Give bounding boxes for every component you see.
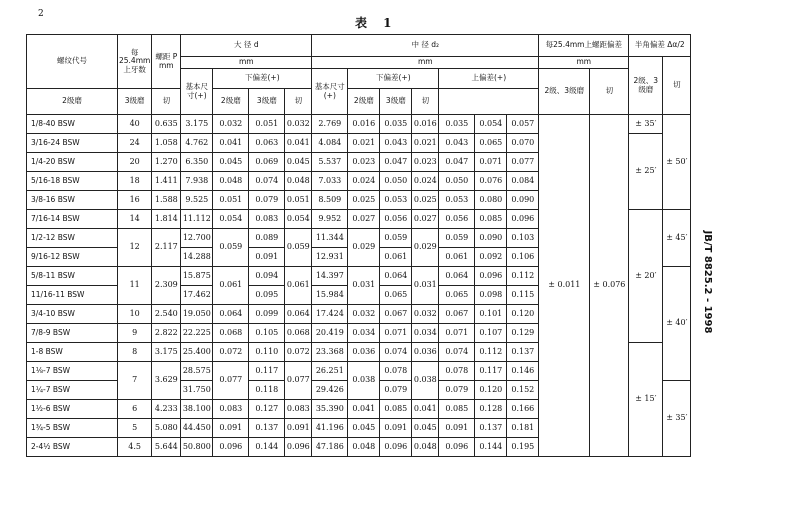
half-angle-cut: ± 35′: [663, 381, 691, 457]
thread-code: 1½-6 BSW: [27, 400, 118, 419]
pitch-upper-grade3: 0.085: [475, 210, 507, 229]
pitch-lower-cut: 0.036: [412, 343, 439, 362]
major-lower-cut: 0.083: [285, 400, 312, 419]
pitch-lower-grade3: 0.085: [380, 400, 412, 419]
standard-code: JB/T 8825.2 - 1998: [702, 230, 713, 334]
pitch-lower-cut: 0.023: [412, 153, 439, 172]
teeth-per-inch: 14: [118, 210, 152, 229]
major-lower-grade3: 0.117: [249, 362, 285, 381]
pitch-lower-grade3: 0.059: [380, 229, 412, 248]
pitch-lower-grade2: 0.025: [348, 191, 380, 210]
pitch-lower-grade3: 0.053: [380, 191, 412, 210]
thread-code: 1¼-7 BSW: [27, 381, 118, 400]
pitch-lower-grade3: 0.079: [380, 381, 412, 400]
thread-code: 7/8-9 BSW: [27, 324, 118, 343]
major-lower-cut: 0.041: [285, 134, 312, 153]
major-lower-cut: 0.059: [285, 229, 312, 267]
pitch-upper-grade2: 0.074: [439, 343, 475, 362]
major-lower-grade3: 0.074: [249, 172, 285, 191]
header-pitch-deviation: 每25.4mm上螺距偏差: [539, 35, 629, 57]
major-lower-grade2: 0.048: [213, 172, 249, 191]
header-thread-code: 螺纹代号: [27, 35, 118, 89]
pitch-upper-cut: 0.120: [507, 305, 539, 324]
pitch-lower-grade2: 0.024: [348, 172, 380, 191]
header-grade3: 3级磨: [249, 89, 285, 115]
header-grade2: 2级磨: [27, 89, 118, 115]
teeth-per-inch: 4.5: [118, 438, 152, 457]
pitch-upper-grade2: 0.079: [439, 381, 475, 400]
major-diameter-basic: 12.700: [181, 229, 213, 248]
pitch-lower-cut: 0.045: [412, 419, 439, 438]
teeth-per-inch: 10: [118, 305, 152, 324]
major-diameter-basic: 17.462: [181, 286, 213, 305]
major-diameter-basic: 9.525: [181, 191, 213, 210]
pitch-upper-cut: 0.195: [507, 438, 539, 457]
pitch-upper-cut: 0.106: [507, 248, 539, 267]
major-lower-grade3: 0.094: [249, 267, 285, 286]
thread-code: 1/2-12 BSW: [27, 229, 118, 248]
pitch-upper-grade2: 0.071: [439, 324, 475, 343]
pitch-upper-grade2: 0.059: [439, 229, 475, 248]
pitch-lower-grade3: 0.035: [380, 115, 412, 134]
major-diameter-basic: 19.050: [181, 305, 213, 324]
teeth-per-inch: 16: [118, 191, 152, 210]
pitch-lower-cut: 0.016: [412, 115, 439, 134]
header-basic-size: 基本尺寸(+): [181, 69, 213, 115]
pitch-upper-grade3: 0.137: [475, 419, 507, 438]
major-lower-grade3: 0.091: [249, 248, 285, 267]
pitch-lower-grade3: 0.061: [380, 248, 412, 267]
pitch-lower-cut: 0.041: [412, 400, 439, 419]
pitch-upper-cut: 0.115: [507, 286, 539, 305]
thread-code: 11/16-11 BSW: [27, 286, 118, 305]
teeth-per-inch: 12: [118, 229, 152, 267]
major-lower-grade3: 0.051: [249, 115, 285, 134]
pitch-upper-grade2: 0.056: [439, 210, 475, 229]
pitch-lower-grade2: 0.031: [348, 267, 380, 305]
header-grade23: 2级、3级磨: [629, 57, 663, 115]
pitch-upper-grade3: 0.098: [475, 286, 507, 305]
header-major-diameter: 大 径 d: [181, 35, 312, 57]
major-diameter-basic: 38.100: [181, 400, 213, 419]
pitch-diameter-basic: 35.390: [312, 400, 348, 419]
major-lower-grade2: 0.045: [213, 153, 249, 172]
pitch-lower-cut: 0.025: [412, 191, 439, 210]
pitch-lower-grade2: 0.038: [348, 362, 380, 400]
major-diameter-basic: 25.400: [181, 343, 213, 362]
pitch-lower-grade2: 0.034: [348, 324, 380, 343]
pitch-lower-grade3: 0.064: [380, 267, 412, 286]
major-lower-grade3: 0.118: [249, 381, 285, 400]
teeth-per-inch: 7: [118, 362, 152, 400]
header-cut: 切: [152, 89, 181, 115]
pitch-value: 3.175: [152, 343, 181, 362]
teeth-per-inch: 11: [118, 267, 152, 305]
major-diameter-basic: 22.225: [181, 324, 213, 343]
pitch-value: 1.058: [152, 134, 181, 153]
pitch-lower-grade3: 0.050: [380, 172, 412, 191]
header-basic-size: 基本尺寸(+): [312, 69, 348, 115]
pitch-value: 2.540: [152, 305, 181, 324]
major-lower-grade2: 0.061: [213, 267, 249, 305]
pitch-upper-cut: 0.057: [507, 115, 539, 134]
pitch-lower-cut: 0.021: [412, 134, 439, 153]
pitch-deviation-grade23: ± 0.011: [539, 115, 590, 457]
pitch-lower-grade2: 0.045: [348, 419, 380, 438]
pitch-value: 1.588: [152, 191, 181, 210]
major-lower-grade2: 0.054: [213, 210, 249, 229]
pitch-upper-cut: 0.129: [507, 324, 539, 343]
pitch-lower-cut: 0.038: [412, 362, 439, 400]
pitch-lower-grade2: 0.041: [348, 400, 380, 419]
teeth-per-inch: 24: [118, 134, 152, 153]
pitch-lower-grade2: 0.048: [348, 438, 380, 457]
major-lower-cut: 0.051: [285, 191, 312, 210]
pitch-upper-cut: 0.112: [507, 267, 539, 286]
pitch-lower-grade3: 0.067: [380, 305, 412, 324]
header-upper-deviation: 上偏差(+): [439, 69, 539, 89]
pitch-upper-grade2: 0.078: [439, 362, 475, 381]
pitch-value: 3.629: [152, 362, 181, 400]
page-number: 2: [38, 9, 44, 19]
pitch-diameter-basic: 2.769: [312, 115, 348, 134]
header-half-angle: 半角偏差 Δα/2: [629, 35, 691, 57]
pitch-upper-grade2: 0.053: [439, 191, 475, 210]
thread-code: 5/8-11 BSW: [27, 267, 118, 286]
major-lower-cut: 0.048: [285, 172, 312, 191]
pitch-lower-grade3: 0.056: [380, 210, 412, 229]
pitch-upper-grade2: 0.035: [439, 115, 475, 134]
thread-code: 3/16-24 BSW: [27, 134, 118, 153]
teeth-per-inch: 18: [118, 172, 152, 191]
pitch-upper-grade3: 0.144: [475, 438, 507, 457]
major-lower-grade2: 0.068: [213, 324, 249, 343]
pitch-lower-grade3: 0.091: [380, 419, 412, 438]
major-lower-grade2: 0.072: [213, 343, 249, 362]
pitch-upper-grade3: 0.076: [475, 172, 507, 191]
header-cut: 切: [590, 69, 629, 115]
pitch-value: 4.233: [152, 400, 181, 419]
thread-code: 5/16-18 BSW: [27, 172, 118, 191]
major-lower-grade2: 0.096: [213, 438, 249, 457]
pitch-diameter-basic: 11.344: [312, 229, 348, 248]
pitch-diameter-basic: 47.186: [312, 438, 348, 457]
major-lower-grade3: 0.079: [249, 191, 285, 210]
major-lower-cut: 0.054: [285, 210, 312, 229]
major-diameter-basic: 4.762: [181, 134, 213, 153]
pitch-diameter-basic: 7.033: [312, 172, 348, 191]
pitch-upper-grade3: 0.117: [475, 362, 507, 381]
major-lower-grade3: 0.089: [249, 229, 285, 248]
pitch-upper-cut: 0.084: [507, 172, 539, 191]
header-grade23: 2级、3级磨: [539, 69, 590, 115]
pitch-lower-grade2: 0.036: [348, 343, 380, 362]
thread-code: 1-8 BSW: [27, 343, 118, 362]
pitch-lower-cut: 0.048: [412, 438, 439, 457]
pitch-value: 2.822: [152, 324, 181, 343]
pitch-lower-grade3: 0.074: [380, 343, 412, 362]
pitch-upper-cut: 0.103: [507, 229, 539, 248]
pitch-value: 1.270: [152, 153, 181, 172]
pitch-upper-grade2: 0.091: [439, 419, 475, 438]
pitch-upper-grade2: 0.061: [439, 248, 475, 267]
half-angle-grade23: ± 20′: [629, 210, 663, 343]
pitch-lower-grade3: 0.078: [380, 362, 412, 381]
pitch-upper-grade2: 0.043: [439, 134, 475, 153]
pitch-diameter-basic: 12.931: [312, 248, 348, 267]
header-unit-mm: mm: [181, 57, 312, 69]
pitch-upper-grade3: 0.090: [475, 229, 507, 248]
pitch-lower-grade2: 0.029: [348, 229, 380, 267]
major-lower-grade2: 0.051: [213, 191, 249, 210]
pitch-diameter-basic: 23.368: [312, 343, 348, 362]
pitch-upper-grade2: 0.047: [439, 153, 475, 172]
pitch-value: 1.411: [152, 172, 181, 191]
pitch-lower-grade3: 0.043: [380, 134, 412, 153]
teeth-per-inch: 20: [118, 153, 152, 172]
pitch-upper-grade3: 0.092: [475, 248, 507, 267]
pitch-upper-cut: 0.166: [507, 400, 539, 419]
teeth-per-inch: 8: [118, 343, 152, 362]
pitch-upper-grade3: 0.120: [475, 381, 507, 400]
major-lower-cut: 0.064: [285, 305, 312, 324]
thread-code: 3/4-10 BSW: [27, 305, 118, 324]
major-diameter-basic: 31.750: [181, 381, 213, 400]
major-lower-cut: 0.072: [285, 343, 312, 362]
major-lower-grade3: 0.110: [249, 343, 285, 362]
thread-code: 1¾-5 BSW: [27, 419, 118, 438]
pitch-diameter-basic: 9.952: [312, 210, 348, 229]
header-grade2: 2级磨: [213, 89, 249, 115]
pitch-lower-cut: 0.034: [412, 324, 439, 343]
major-diameter-basic: 14.288: [181, 248, 213, 267]
major-lower-grade3: 0.095: [249, 286, 285, 305]
major-lower-grade3: 0.083: [249, 210, 285, 229]
header-grade2: 2级磨: [348, 89, 380, 115]
pitch-upper-grade3: 0.096: [475, 267, 507, 286]
half-angle-grade23: ± 35′: [629, 115, 663, 134]
table-title: 表 1: [355, 16, 398, 30]
pitch-upper-grade3: 0.080: [475, 191, 507, 210]
pitch-upper-grade3: 0.107: [475, 324, 507, 343]
pitch-diameter-basic: 15.984: [312, 286, 348, 305]
header-cut: 切: [285, 89, 312, 115]
major-lower-grade3: 0.063: [249, 134, 285, 153]
header-grade3: 3级磨: [118, 89, 152, 115]
thread-code: 1/8-40 BSW: [27, 115, 118, 134]
teeth-per-inch: 40: [118, 115, 152, 134]
header-unit-mm: mm: [312, 57, 539, 69]
pitch-diameter-basic: 41.196: [312, 419, 348, 438]
half-angle-grade23: ± 25′: [629, 134, 663, 210]
header-pitch: 螺距 P mm: [152, 35, 181, 89]
pitch-diameter-basic: 29.426: [312, 381, 348, 400]
major-lower-cut: 0.045: [285, 153, 312, 172]
pitch-upper-cut: 0.096: [507, 210, 539, 229]
pitch-lower-grade2: 0.021: [348, 134, 380, 153]
pitch-diameter-basic: 5.537: [312, 153, 348, 172]
pitch-upper-grade3: 0.054: [475, 115, 507, 134]
pitch-upper-cut: 0.070: [507, 134, 539, 153]
pitch-lower-grade2: 0.027: [348, 210, 380, 229]
major-lower-grade2: 0.091: [213, 419, 249, 438]
major-lower-grade2: 0.083: [213, 400, 249, 419]
pitch-upper-cut: 0.152: [507, 381, 539, 400]
pitch-diameter-basic: 17.424: [312, 305, 348, 324]
pitch-upper-grade3: 0.112: [475, 343, 507, 362]
pitch-lower-grade2: 0.016: [348, 115, 380, 134]
pitch-upper-cut: 0.090: [507, 191, 539, 210]
major-lower-cut: 0.091: [285, 419, 312, 438]
pitch-diameter-basic: 26.251: [312, 362, 348, 381]
thread-code: 3/8-16 BSW: [27, 191, 118, 210]
pitch-lower-grade2: 0.032: [348, 305, 380, 324]
major-diameter-basic: 50.800: [181, 438, 213, 457]
thread-code: 9/16-12 BSW: [27, 248, 118, 267]
half-angle-cut: ± 45′: [663, 210, 691, 267]
pitch-lower-grade2: 0.023: [348, 153, 380, 172]
major-lower-cut: 0.032: [285, 115, 312, 134]
pitch-lower-cut: 0.029: [412, 229, 439, 267]
major-lower-cut: 0.096: [285, 438, 312, 457]
pitch-lower-grade3: 0.096: [380, 438, 412, 457]
pitch-upper-cut: 0.146: [507, 362, 539, 381]
header-cut: 切: [663, 57, 691, 115]
pitch-upper-grade2: 0.096: [439, 438, 475, 457]
pitch-lower-cut: 0.024: [412, 172, 439, 191]
thread-code: 1/4-20 BSW: [27, 153, 118, 172]
pitch-upper-grade2: 0.085: [439, 400, 475, 419]
header-unit-mm: mm: [539, 57, 629, 69]
pitch-lower-grade3: 0.065: [380, 286, 412, 305]
major-lower-grade2: 0.041: [213, 134, 249, 153]
header-lower-deviation: 下偏差(+): [213, 69, 312, 89]
major-lower-grade3: 0.137: [249, 419, 285, 438]
half-angle-cut: ± 40′: [663, 267, 691, 381]
major-lower-grade3: 0.069: [249, 153, 285, 172]
pitch-lower-cut: 0.031: [412, 267, 439, 305]
major-lower-cut: 0.061: [285, 267, 312, 305]
pitch-value: 2.309: [152, 267, 181, 305]
major-diameter-basic: 44.450: [181, 419, 213, 438]
teeth-per-inch: 6: [118, 400, 152, 419]
pitch-upper-grade3: 0.101: [475, 305, 507, 324]
pitch-upper-grade3: 0.071: [475, 153, 507, 172]
pitch-diameter-basic: 20.419: [312, 324, 348, 343]
pitch-diameter-basic: 4.084: [312, 134, 348, 153]
major-lower-cut: 0.068: [285, 324, 312, 343]
major-diameter-basic: 3.175: [181, 115, 213, 134]
major-diameter-basic: 6.350: [181, 153, 213, 172]
major-lower-grade3: 0.105: [249, 324, 285, 343]
teeth-per-inch: 9: [118, 324, 152, 343]
half-angle-cut: ± 50′: [663, 115, 691, 210]
pitch-upper-grade2: 0.064: [439, 267, 475, 286]
pitch-value: 0.635: [152, 115, 181, 134]
major-lower-grade3: 0.144: [249, 438, 285, 457]
thread-code: 2-4½ BSW: [27, 438, 118, 457]
pitch-upper-cut: 0.137: [507, 343, 539, 362]
pitch-upper-grade2: 0.067: [439, 305, 475, 324]
pitch-value: 2.117: [152, 229, 181, 267]
thread-code: 1⅛-7 BSW: [27, 362, 118, 381]
major-diameter-basic: 28.575: [181, 362, 213, 381]
major-lower-cut: 0.077: [285, 362, 312, 400]
major-lower-grade3: 0.099: [249, 305, 285, 324]
major-lower-grade2: 0.077: [213, 362, 249, 400]
major-diameter-basic: 15.875: [181, 267, 213, 286]
major-lower-grade2: 0.032: [213, 115, 249, 134]
table-row: [27, 115, 691, 134]
thread-code: 7/16-14 BSW: [27, 210, 118, 229]
thread-tolerance-table: [26, 34, 691, 457]
pitch-deviation-cut: ± 0.076: [590, 115, 629, 457]
pitch-value: 1.814: [152, 210, 181, 229]
pitch-value: 5.644: [152, 438, 181, 457]
half-angle-grade23: ± 15′: [629, 343, 663, 457]
pitch-lower-grade3: 0.047: [380, 153, 412, 172]
pitch-lower-cut: 0.027: [412, 210, 439, 229]
major-diameter-basic: 11.112: [181, 210, 213, 229]
header-lower-deviation: 下偏差(+): [348, 69, 439, 89]
pitch-upper-cut: 0.077: [507, 153, 539, 172]
major-lower-grade2: 0.064: [213, 305, 249, 324]
pitch-upper-grade3: 0.065: [475, 134, 507, 153]
teeth-per-inch: 5: [118, 419, 152, 438]
header-pitch-diameter: 中 径 d₂: [312, 35, 539, 57]
pitch-lower-cut: 0.032: [412, 305, 439, 324]
header-teeth-per-inch: 每25.4mm上牙数: [118, 35, 152, 89]
pitch-value: 5.080: [152, 419, 181, 438]
pitch-upper-cut: 0.181: [507, 419, 539, 438]
major-lower-grade2: 0.059: [213, 229, 249, 267]
pitch-upper-grade3: 0.128: [475, 400, 507, 419]
pitch-diameter-basic: 8.509: [312, 191, 348, 210]
header-cut: 切: [412, 89, 439, 115]
header-grade3: 3级磨: [380, 89, 412, 115]
pitch-upper-grade2: 0.050: [439, 172, 475, 191]
major-diameter-basic: 7.938: [181, 172, 213, 191]
pitch-upper-grade2: 0.065: [439, 286, 475, 305]
pitch-lower-grade3: 0.071: [380, 324, 412, 343]
pitch-diameter-basic: 14.397: [312, 267, 348, 286]
major-lower-grade3: 0.127: [249, 400, 285, 419]
